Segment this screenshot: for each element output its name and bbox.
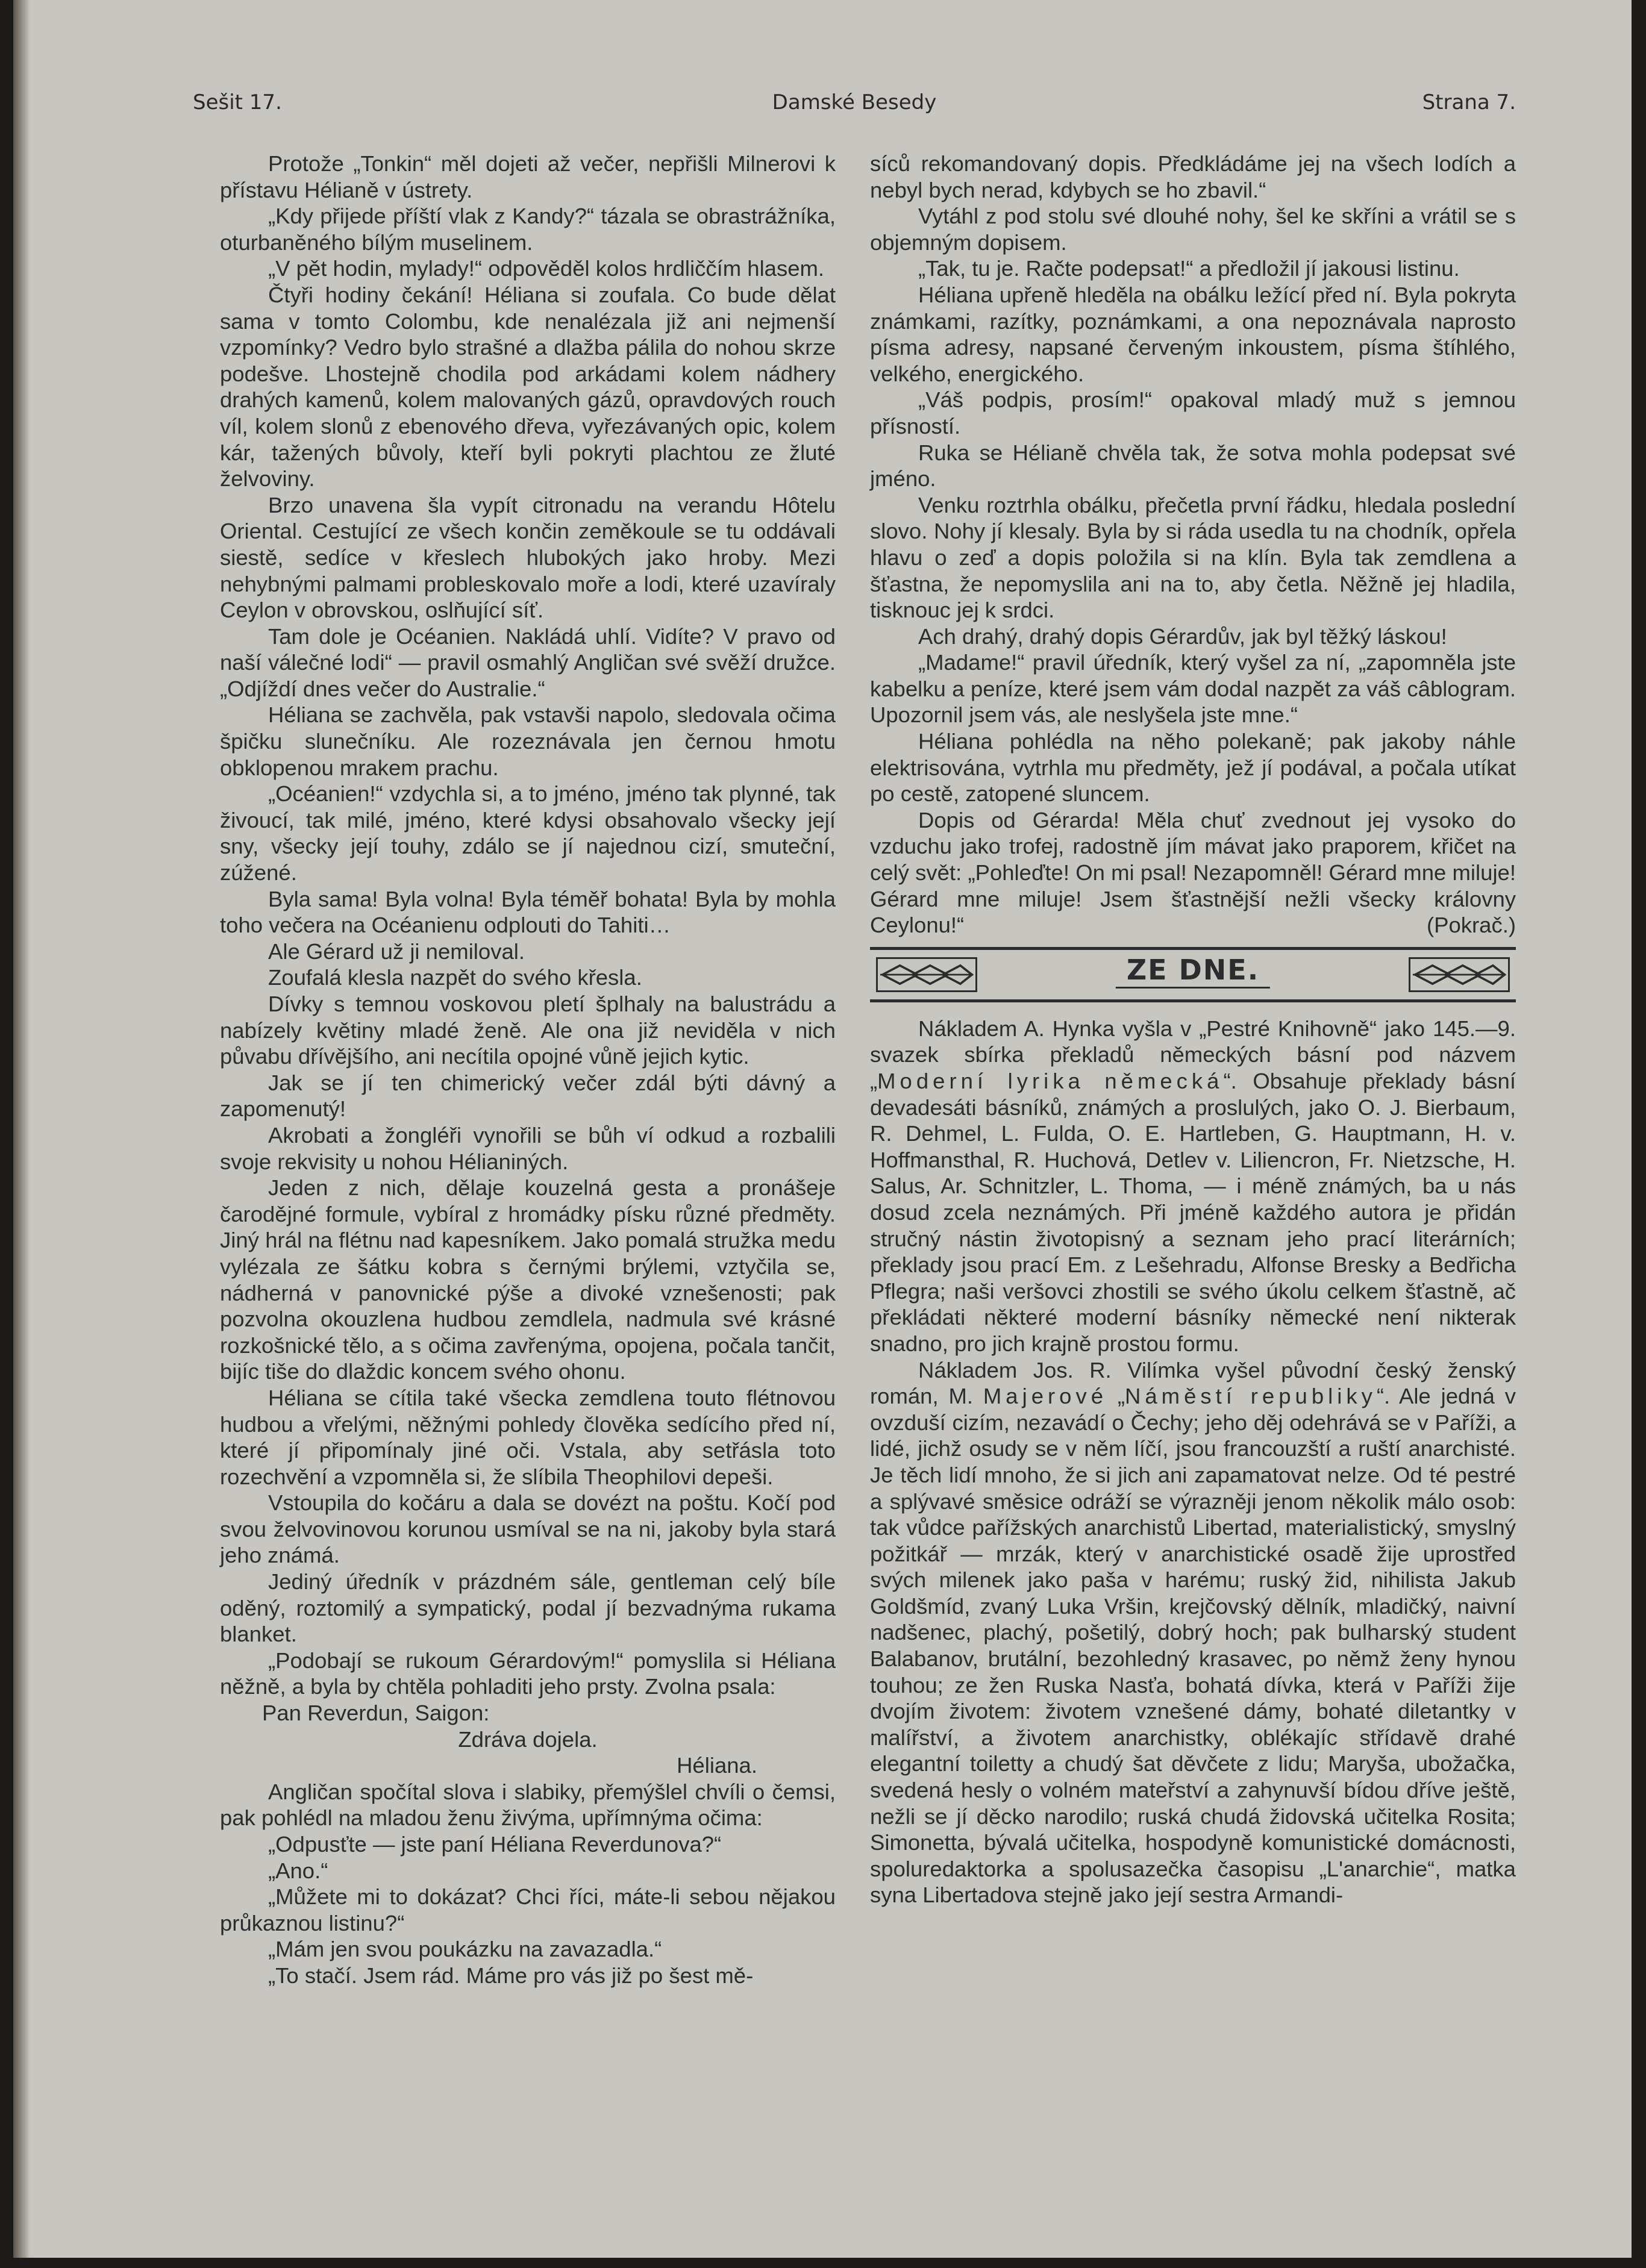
book-title: Náměstí republiky bbox=[1125, 1384, 1377, 1409]
paragraph: „Kdy přijede příští vlak z Kandy?“ tázala se obrastrážníka, oturbaněného bílým muselinem. bbox=[220, 204, 836, 255]
paragraph: Byla sama! Byla volna! Byla téměř bohata! Byla by mohla toho večera na Océanienu odplouti do Tahiti… bbox=[220, 886, 836, 938]
news-item bbox=[870, 1357, 1516, 1908]
paragraph: Vytáhl z pod stolu své dlouhé nohy, šel ke skříni a vrátil se s objemným dopisem. bbox=[870, 204, 1516, 255]
paragraph: Héliana upřeně hleděla na obálku ležící před ní. Byla pokryta známkami, razítky, poznámkami, a ona nepoznávala naprosto písma adresy, napsané červeným inkoustem, písma štíhlého, velkého, energického. bbox=[870, 282, 1516, 386]
book-title: Moderní lyrika německá bbox=[877, 1069, 1224, 1093]
right-column bbox=[870, 151, 1516, 1908]
paragraph: Héliana se cítila také všecka zemdlena touto flétnovou hudbou a vřelými, něžnými pohledy člověka sedícího před ní, které jí připomínaly jiné oči. Vstala, aby setřásla toto rozechvění a vzpomněla si, že slíbila Theophilovi depeši. bbox=[220, 1385, 836, 1489]
paragraph-text: Dopis od Gérarda! Měla chuť zvednout jej vysoko do vzduchu jako trofej, radostně jím mávat jako praporem, křičet na celý svět: „Pohleďte! On mi psal! Nezapomněl! Gérard mne miluje! Gérard mne miluje! Jsem šťastnější nežli všecky královny Ceylonu!“ bbox=[870, 807, 1516, 938]
paragraph: „Tak, tu je. Račte podepsat!“ a předložil jí jakousi listinu. bbox=[918, 256, 1460, 281]
paragraph: „Váš podpis, prosím!“ opakoval mladý muž s jemnou přísností. bbox=[870, 387, 1516, 439]
ornament-right-icon bbox=[1409, 957, 1510, 992]
section-title: ZE DNE. bbox=[1116, 955, 1270, 989]
paragraph: Jak se jí ten chimerický večer zdál býti dávný a zapomenutý! bbox=[220, 1070, 836, 1122]
newspaper-page bbox=[13, 0, 1632, 2258]
paragraph: Ruka se Hélianě chvěla tak, že sotva mohla podepsat své jméno. bbox=[870, 440, 1516, 492]
paragraph: Ach drahý, drahý dopis Gérardův, jak byl těžký láskou! bbox=[918, 623, 1447, 649]
news-text: “. Ale jedná v ovzduší cizím, nezavádí o Čechy; jeho děj odehrává se v Paříži, a lidé, jichž osudy se v něm líčí, jsou francouzští a ruští anarchisté. Je těch lidí mnoho, že si jich ani zapamatovat nelze. Od té pestré a splývavé směsice odráží se výrazněji jenom několik málo osob: tak vůdce pařížských anarchistů Libertad, materialistický, smyslný požitkář — mrzák, který v anarchistické osadě žije uprostřed svých milenek jako paša v harému; ruský žid, nihilista Jakub Goldšmíd, zvaný Luka Vršin, krejčovský dělník, mladičký, naivní nadšenec, plachý, pošetilý, dobrý hoch; pak bulharský student Balabanov, brutální, bezohledný krasavec, po němž ženy hynou touhou; ze žen Ruska Nasťa, bohatá dívka, která v Paříži žije dvojím životem: životem vznešené dámy, bohaté diletantky v malířství, a životem anarchistky, oblékajíc střídavě drahé elegantní toiletty a chudý šat děvčete z lidu; Maryša, ubožačka, svedená hesly o volném mateřství a zahynuvší bídou dříve ještě, nežli se jí děcko narodilo; ruská chudá židovská učitelka Rosita; Simonetta, bývalá učitelka, hospodyně komunistické domácnosti, spoluredaktorka a spolusazečka časopisu „L'anarchie“, matka syna Libertadova stejně jako její sestra Armandi- bbox=[870, 1384, 1516, 1908]
paragraph: síců rekomandovaný dopis. Předkládáme jej na všech lodích a nebyl bych nerad, kdybych se ho zbavil.“ bbox=[870, 151, 1516, 202]
paragraph: Angličan spočítal slova i slabiky, přemýšlel chvíli o čemsi, pak pohlédl na mladou ženu živýma, upřímnýma očima: bbox=[220, 1779, 836, 1831]
paragraph: Dívky s temnou voskovou pletí šplhaly na balustrádu a nabízely květiny mladé ženě. Ale ona již neviděla v nich půvabu dřívějšího, ani necítila opojné vůně jejich kytic. bbox=[220, 992, 836, 1069]
news-text: „ bbox=[1107, 1384, 1125, 1409]
paragraph: Héliana pohlédla na něho polekaně; pak jakoby náhle elektrisována, vytrhla mu předměty, jež jí podával, a počala utíkat po cestě, zatopené sluncem. bbox=[870, 729, 1516, 807]
paragraph: Akrobati a žongléři vynořili se bůh ví odkud a rozbalili svoje rekvisity u nohou Hélianiných. bbox=[220, 1122, 836, 1174]
paragraph: Héliana se zachvěla, pak vstavši napolo, sledovala očima špičku slunečníku. Ale rozeznávala jen černou hmotu obklopenou mrakem prachu. bbox=[220, 702, 836, 780]
left-column bbox=[220, 151, 836, 1989]
paragraph: Jeden z nich, dělaje kouzelná gesta a pronášeje čarodějné formule, vybíral z hromádky písku různé předměty. Jiný hrál na flétnu nad kapesníkem. Jako pomalá stružka medu vylézala ze šátku kobra s černými brýlemi, vztyčila se, nádherná v panovnické pýše a divoké vznešenosti; pak pozvolna okouzlena hudbou zemdlela, nadmula své krásné rozkošnické tělo, a s očima zavřenýma, opojena, počala tančit, bijíc tiše do dlaždic koncem svého ohonu. bbox=[220, 1175, 836, 1384]
paragraph: Tam dole je Océanien. Nakládá uhlí. Vidíte? V pravo od naší válečné lodi“ — pravil osmahlý Angličan své svěží družce. „Odjíždí dnes večer do Australie.“ bbox=[220, 623, 836, 701]
continued-note: (Pokrač.) bbox=[1426, 913, 1516, 938]
paragraph: „Odpusťte — jste paní Héliana Reverdunova?“ bbox=[268, 1832, 722, 1857]
paragraph: Venku roztrhla obálku, přečetla první řádku, hledala poslední slovo. Nohy jí klesaly. Byla by si ráda usedla tu na chodník, opřela hlavu o zeď a dopis položila si na klín. Byla tak zemdlena a šťastna, že nepomyslila ani na to, aby četla. Něžně jej hladila, tisknouc jej k srdci. bbox=[870, 492, 1516, 623]
paragraph: Ale Gérard už ji nemiloval. bbox=[268, 939, 525, 964]
ornament-left-icon bbox=[876, 957, 977, 992]
paragraph: Jediný úředník v prázdném sále, gentleman celý bíle oděný, roztomilý a sympatický, podal jí bezvadnýma rukama blanket. bbox=[220, 1569, 836, 1647]
author-name: Majerové bbox=[983, 1384, 1107, 1409]
page-binding-edge bbox=[13, 0, 30, 2258]
paragraph: Protože „Tonkin“ měl dojeti až večer, nepřišli Milnerovi k přístavu Hélianě v ústrety. bbox=[220, 151, 836, 202]
telegram-message: Zdráva dojela. bbox=[458, 1726, 598, 1752]
paragraph: „Ano.“ bbox=[268, 1858, 328, 1883]
paragraph bbox=[870, 807, 1516, 939]
page-number: Strana 7. bbox=[1422, 90, 1516, 114]
telegram-address: Pan Reverdun, Saigon: bbox=[262, 1701, 490, 1726]
paragraph: Brzo unavena šla vypít citronadu na verandu Hôtelu Oriental. Cestující ze všech končin zeměkoule se tu oddávali siestě, sedíce v křeslech hlubokých jako hroby. Mezi nehybnými palmami probleskovalo moře a lodi, které uzavíraly Ceylon v obrovskou, oslňující síť. bbox=[220, 492, 836, 623]
paragraph: „Océanien!“ vzdychla si, a to jméno, jméno tak plynné, tak živoucí, tak milé, jméno, které kdysi obsahovalo všecky její sny, všecky její touhy, zdálo se jí najednou cizí, smuteční, zúžené. bbox=[220, 781, 836, 886]
paragraph: „Podobají se rukoum Gérardovým!“ pomyslila si Héliana něžně, a byla by chtěla pohladiti jeho prsty. Zvolna psala: bbox=[220, 1648, 836, 1699]
issue-number: Sešit 17. bbox=[193, 90, 282, 114]
paragraph: „To stačí. Jsem rád. Máme pro vás již po šest mě- bbox=[268, 1963, 754, 1988]
news-item bbox=[870, 1016, 1516, 1357]
paragraph: „Můžete mi to dokázat? Chci říci, máte-li sebou nějakou průkaznou listinu?“ bbox=[220, 1884, 836, 1935]
paragraph: Čtyři hodiny čekání! Héliana si zoufala. Co bude dělat sama v tomto Colombu, kde nenalézala již ani nejmenší vzpomínky? Vedro bylo strašné a dlažba pálila do nohou skrze podešve. Lhostejně chodila pod arkádami kolem nádhery drahých kamenů, kolem malovaných gázů, opravdových rouch víl, kolem slonů z ebenového dřeva, vyřezávaných opic, kolem kár, tažených bůvoly, kteří byli pokryti plachtou ze žluté želvoviny. bbox=[220, 282, 836, 492]
paragraph: „Madame!“ pravil úředník, který vyšel za ní, „zapomněla jste kabelku a peníze, které jsem vám dodal nazpět za váš câblogram. Upozornil jsem vás, ale neslyšela jste mne.“ bbox=[870, 650, 1516, 728]
page-header bbox=[193, 90, 1516, 127]
paragraph: Zoufalá klesla nazpět do svého křesla. bbox=[268, 965, 642, 990]
news-text: “. Obsahuje překlady básní devadesáti básníků, známých a proslulých, jako O. J. Bierbaum, R. Dehmel, L. Fulda, O. E. Hartleben, G. Hauptmann, H. v. Hoffmansthal, R. Huchová, Detlev v. Liliencron, Fr. Nietzsche, H. Salus, Ar. Schnitzler, L. Thoma, — i méně známých, ba u nás dosud zcela neznámých. Při jméně každého autora je přidán stručný nástin životopisný a seznam jeho prací literárních; překlady jsou prací Em. z Lešehradu, Alfonse Bresky a Bedřicha Pflegra; naši veršovci zhostili se svého úkolu celkem šťastně, ač překládati některé moderní básníky německé není nikterak snadno, pro jich krajně prostou formu. bbox=[870, 1069, 1516, 1356]
paragraph: „Mám jen svou poukázku na zavazadla.“ bbox=[268, 1937, 662, 1962]
paragraph: Vstoupila do kočáru a dala se dovézt na poštu. Kočí pod svou želvovinovou korunou usmíval se na ni, jakoby byla stará jeho známá. bbox=[220, 1490, 836, 1568]
paragraph: „V pět hodin, mylady!“ odpověděl kolos hrdliččím hlasem. bbox=[268, 256, 825, 281]
news-text: Nákladem A. Hynka vyšla v „Pestré Knihovně“ jako 145.—9. svazek sbírka překladů německých básní pod názvem „ bbox=[870, 1016, 1516, 1093]
telegram-signature: Héliana. bbox=[677, 1753, 757, 1778]
periodical-title: Damské Besedy bbox=[772, 90, 937, 114]
section-banner bbox=[870, 947, 1516, 1002]
news-text: Nákladem Jos. R. Vilímka vyšel původní český ženský román, M. bbox=[870, 1357, 1516, 1409]
